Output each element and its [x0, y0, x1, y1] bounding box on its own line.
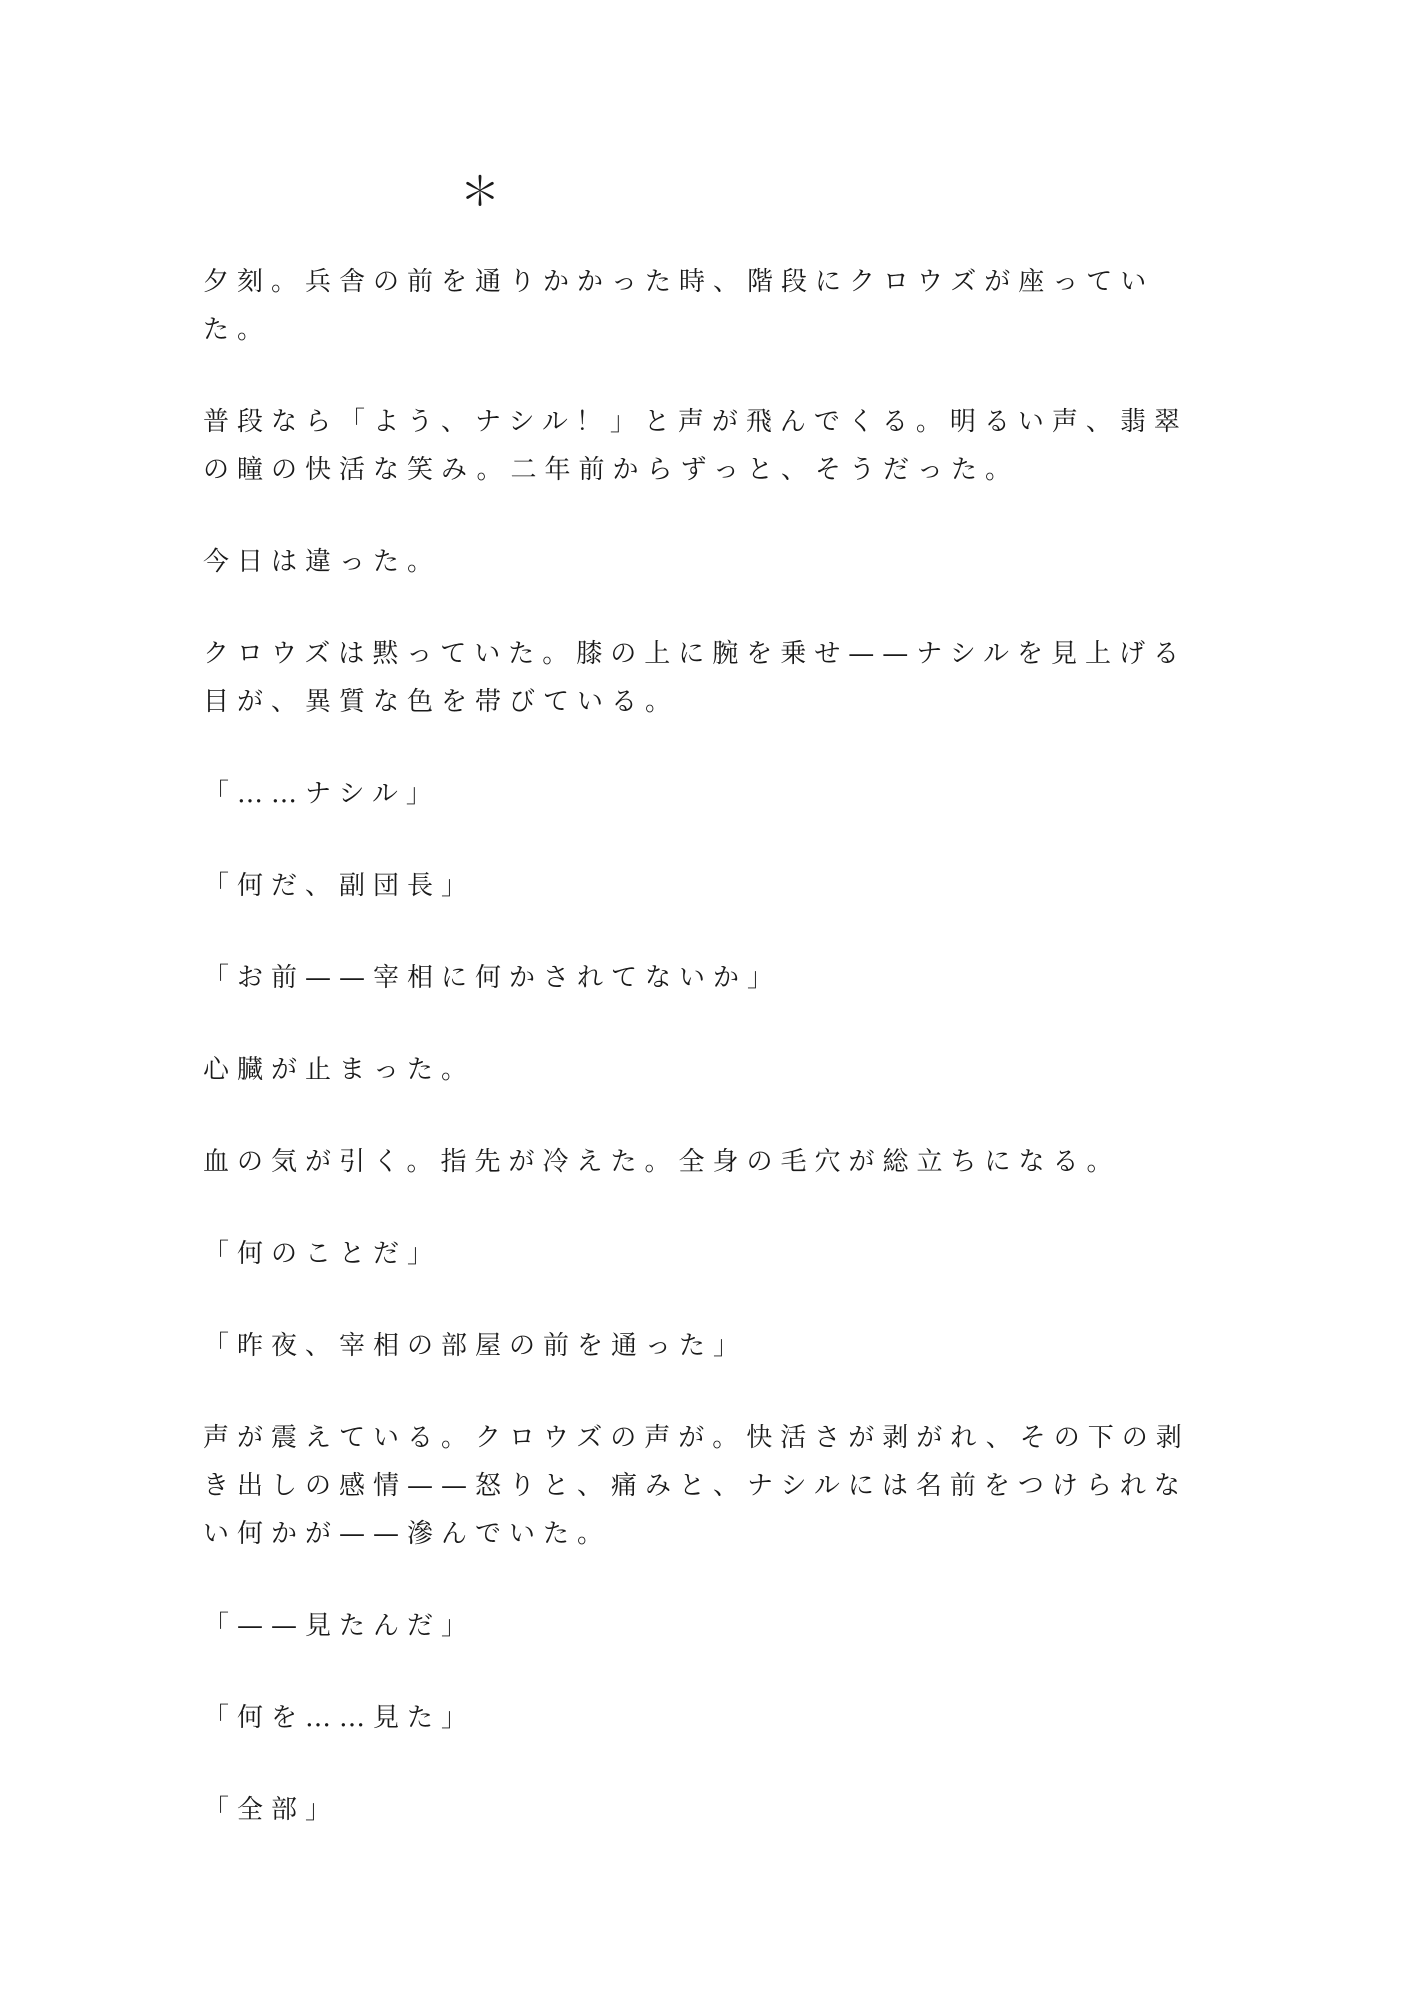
paragraph: 血の気が引く。指先が冷えた。全身の毛穴が総立ちになる。 [203, 1147, 1121, 1177]
paragraph: 声が震えている。クロウズの声が。快活さが剥がれ、その下の剥き出しの感情——怒りと、痛みと、ナシルには名前をつけられない何かが——滲んでいた。 [203, 1423, 1190, 1549]
scene-break-asterisk: ＊ [460, 169, 500, 215]
dialogue-line: 「昨夜、宰相の部屋の前を通った」 [203, 1331, 748, 1361]
story-text [203, 258, 1213, 1834]
paragraph: 今日は違った。 [203, 547, 442, 577]
dialogue-line: 「お前——宰相に何かされてないか」 [203, 963, 782, 993]
dialogue-line: 「何のことだ」 [203, 1239, 442, 1269]
dialogue-line: 「全部」 [203, 1795, 340, 1825]
dialogue-line: 「何だ、副団長」 [203, 871, 476, 901]
dialogue-line: 「——見たんだ」 [203, 1611, 476, 1641]
dialogue-line: 「何を……見た」 [203, 1703, 476, 1733]
paragraph: クロウズは黙っていた。膝の上に腕を乗せ——ナシルを見上げる目が、異質な色を帯びている。 [203, 639, 1188, 717]
paragraph: 普段なら「よう、ナシル！」と声が飛んでくる。明るい声、翡翠の瞳の快活な笑み。二年前からずっと、そうだった。 [203, 407, 1188, 485]
paragraph: 夕刻。兵舎の前を通りかかった時、階段にクロウズが座っていた。 [203, 267, 1155, 345]
dialogue-line: 「……ナシル」 [203, 779, 440, 809]
paragraph: 心臓が止まった。 [203, 1055, 476, 1085]
